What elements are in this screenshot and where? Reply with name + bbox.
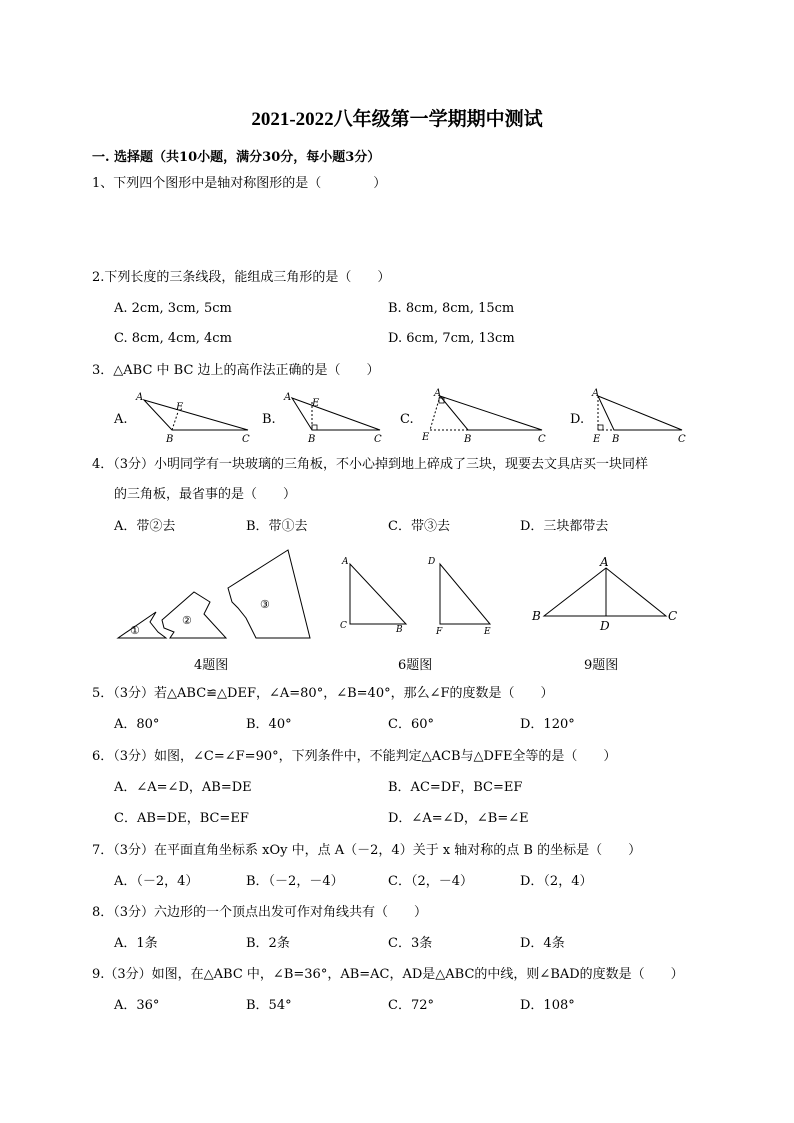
q7-option-d: D．（2，4）: [520, 874, 593, 889]
svg-text:C: C: [668, 609, 678, 623]
q6-option-d: D．∠A=∠D，∠B=∠E: [388, 811, 529, 826]
svg-text:A: A: [434, 388, 442, 399]
q9-option-d: D．108°: [520, 998, 575, 1013]
q2-option-c: C. 8cm, 4cm, 4cm: [114, 331, 232, 346]
question-8: 8．（3分）六边形的一个顶点出发可作对角线共有（ ）: [92, 905, 428, 920]
svg-text:A: A: [600, 555, 609, 569]
svg-text:D: D: [600, 619, 610, 633]
q8-option-a: A．1条: [114, 936, 158, 951]
svg-text:A: A: [136, 392, 144, 403]
q3-option-c: C.: [400, 412, 414, 427]
question-4-line-2: 的三角板，最省事的是（ ）: [114, 487, 297, 502]
q7-option-c: C．（2，－4）: [388, 874, 473, 889]
q4-option-a: A．带②去: [114, 519, 176, 534]
svg-text:A: A: [592, 388, 600, 399]
question-9: 9.（3分）如图，在△ABC 中，∠B=36°，AB=AC，AD是△ABC的中线，则∠BAD的度数是（ ）: [92, 967, 684, 982]
caption-figure-6: 6题图: [398, 658, 433, 673]
question-6: 6．（3分）如图，∠C=∠F=90°，下列条件中，不能判定△ACB与△DFE全等的是（ ）: [92, 749, 617, 764]
q9-option-c: C．72°: [388, 998, 434, 1013]
svg-text:A: A: [284, 392, 292, 403]
q7-option-b: B．（－2，－4）: [246, 874, 344, 889]
q5-option-b: B．40°: [246, 717, 292, 732]
svg-text:C: C: [242, 434, 250, 445]
q8-option-b: B．2条: [246, 936, 290, 951]
q3-option-d: D.: [570, 412, 585, 427]
section-heading: 一. 选择题（共10小题，满分30分，每小题3分）: [92, 150, 381, 165]
q7-option-a: A．（－2，4）: [114, 874, 199, 889]
figure-4-glass-shards: [110, 548, 320, 644]
q4-option-b: B．带①去: [246, 519, 308, 534]
svg-text:C: C: [374, 434, 382, 445]
svg-text:E: E: [176, 402, 184, 413]
svg-text:D: D: [428, 557, 436, 567]
q3-option-b: B.: [262, 412, 276, 427]
svg-text:A: A: [342, 557, 349, 567]
svg-text:E: E: [593, 434, 601, 445]
svg-text:③: ③: [260, 598, 270, 611]
q3-figure-b: [278, 390, 393, 444]
svg-text:C: C: [678, 434, 686, 445]
svg-text:C: C: [340, 621, 347, 631]
figure-9-isosceles-triangle: [530, 556, 690, 634]
question-7: 7．（3分）在平面直角坐标系 xOy 中，点 A（－2，4）关于 x 轴对称的点 B 的坐标是（ ）: [92, 843, 642, 858]
svg-text:B: B: [166, 434, 174, 445]
svg-text:C: C: [538, 434, 546, 445]
svg-text:B: B: [464, 434, 472, 445]
question-5: 5．（3分）若△ABC≌△DEF，∠A=80°，∠B=40°，那么∠F的度数是（ ）: [92, 686, 554, 701]
q5-option-c: C．60°: [388, 717, 434, 732]
caption-figure-4: 4题图: [194, 658, 229, 673]
question-1: 1、下列四个图形中是轴对称图形的是（ ）: [92, 176, 387, 191]
q3-figure-c: [418, 388, 553, 444]
svg-text:F: F: [436, 627, 443, 637]
svg-text:B: B: [612, 434, 620, 445]
caption-figure-9: 9题图: [584, 658, 619, 673]
q9-option-a: A．36°: [114, 998, 160, 1013]
q4-option-c: C．带③去: [388, 519, 450, 534]
q2-option-b: B. 8cm, 8cm, 15cm: [388, 301, 515, 316]
svg-text:E: E: [422, 432, 430, 443]
svg-text:B: B: [532, 609, 541, 623]
svg-text:B: B: [396, 625, 403, 635]
q8-option-d: D．4条: [520, 936, 565, 951]
q6-option-a: A．∠A=∠D，AB=DE: [114, 780, 252, 795]
q4-option-d: D．三块都带去: [520, 519, 609, 534]
svg-text:B: B: [308, 434, 316, 445]
q5-option-a: A．80°: [114, 717, 160, 732]
q6-option-c: C．AB=DE，BC=EF: [114, 811, 249, 826]
question-3: 3．△ABC 中 BC 边上的高作法正确的是（ ）: [92, 363, 380, 378]
svg-text:E: E: [484, 627, 491, 637]
q3-figure-d: [586, 388, 691, 444]
q3-figure-a: [132, 390, 262, 444]
svg-text:E: E: [312, 398, 320, 409]
svg-text:②: ②: [182, 614, 192, 627]
figure-6-triangle-acb: [334, 552, 414, 634]
svg-text:①: ①: [130, 624, 140, 637]
page-title: 2021-2022八年级第一学期期中测试: [251, 109, 543, 130]
q2-option-a: A. 2cm, 3cm, 5cm: [114, 301, 232, 316]
q6-option-b: B．AC=DF，BC=EF: [388, 780, 523, 795]
q3-option-a: A.: [114, 412, 128, 427]
q5-option-d: D．120°: [520, 717, 575, 732]
q9-option-b: B．54°: [246, 998, 292, 1013]
question-2: 2.下列长度的三条线段，能组成三角形的是（ ）: [92, 270, 391, 285]
q2-option-d: D. 6cm, 7cm, 13cm: [388, 331, 515, 346]
question-4-line-1: 4．（3分）小明同学有一块玻璃的三角板，不小心掉到地上碎成了三块，现要去文具店买一块同样: [92, 457, 649, 472]
q8-option-c: C．3条: [388, 936, 433, 951]
figure-6-triangle-dfe: [424, 552, 504, 637]
